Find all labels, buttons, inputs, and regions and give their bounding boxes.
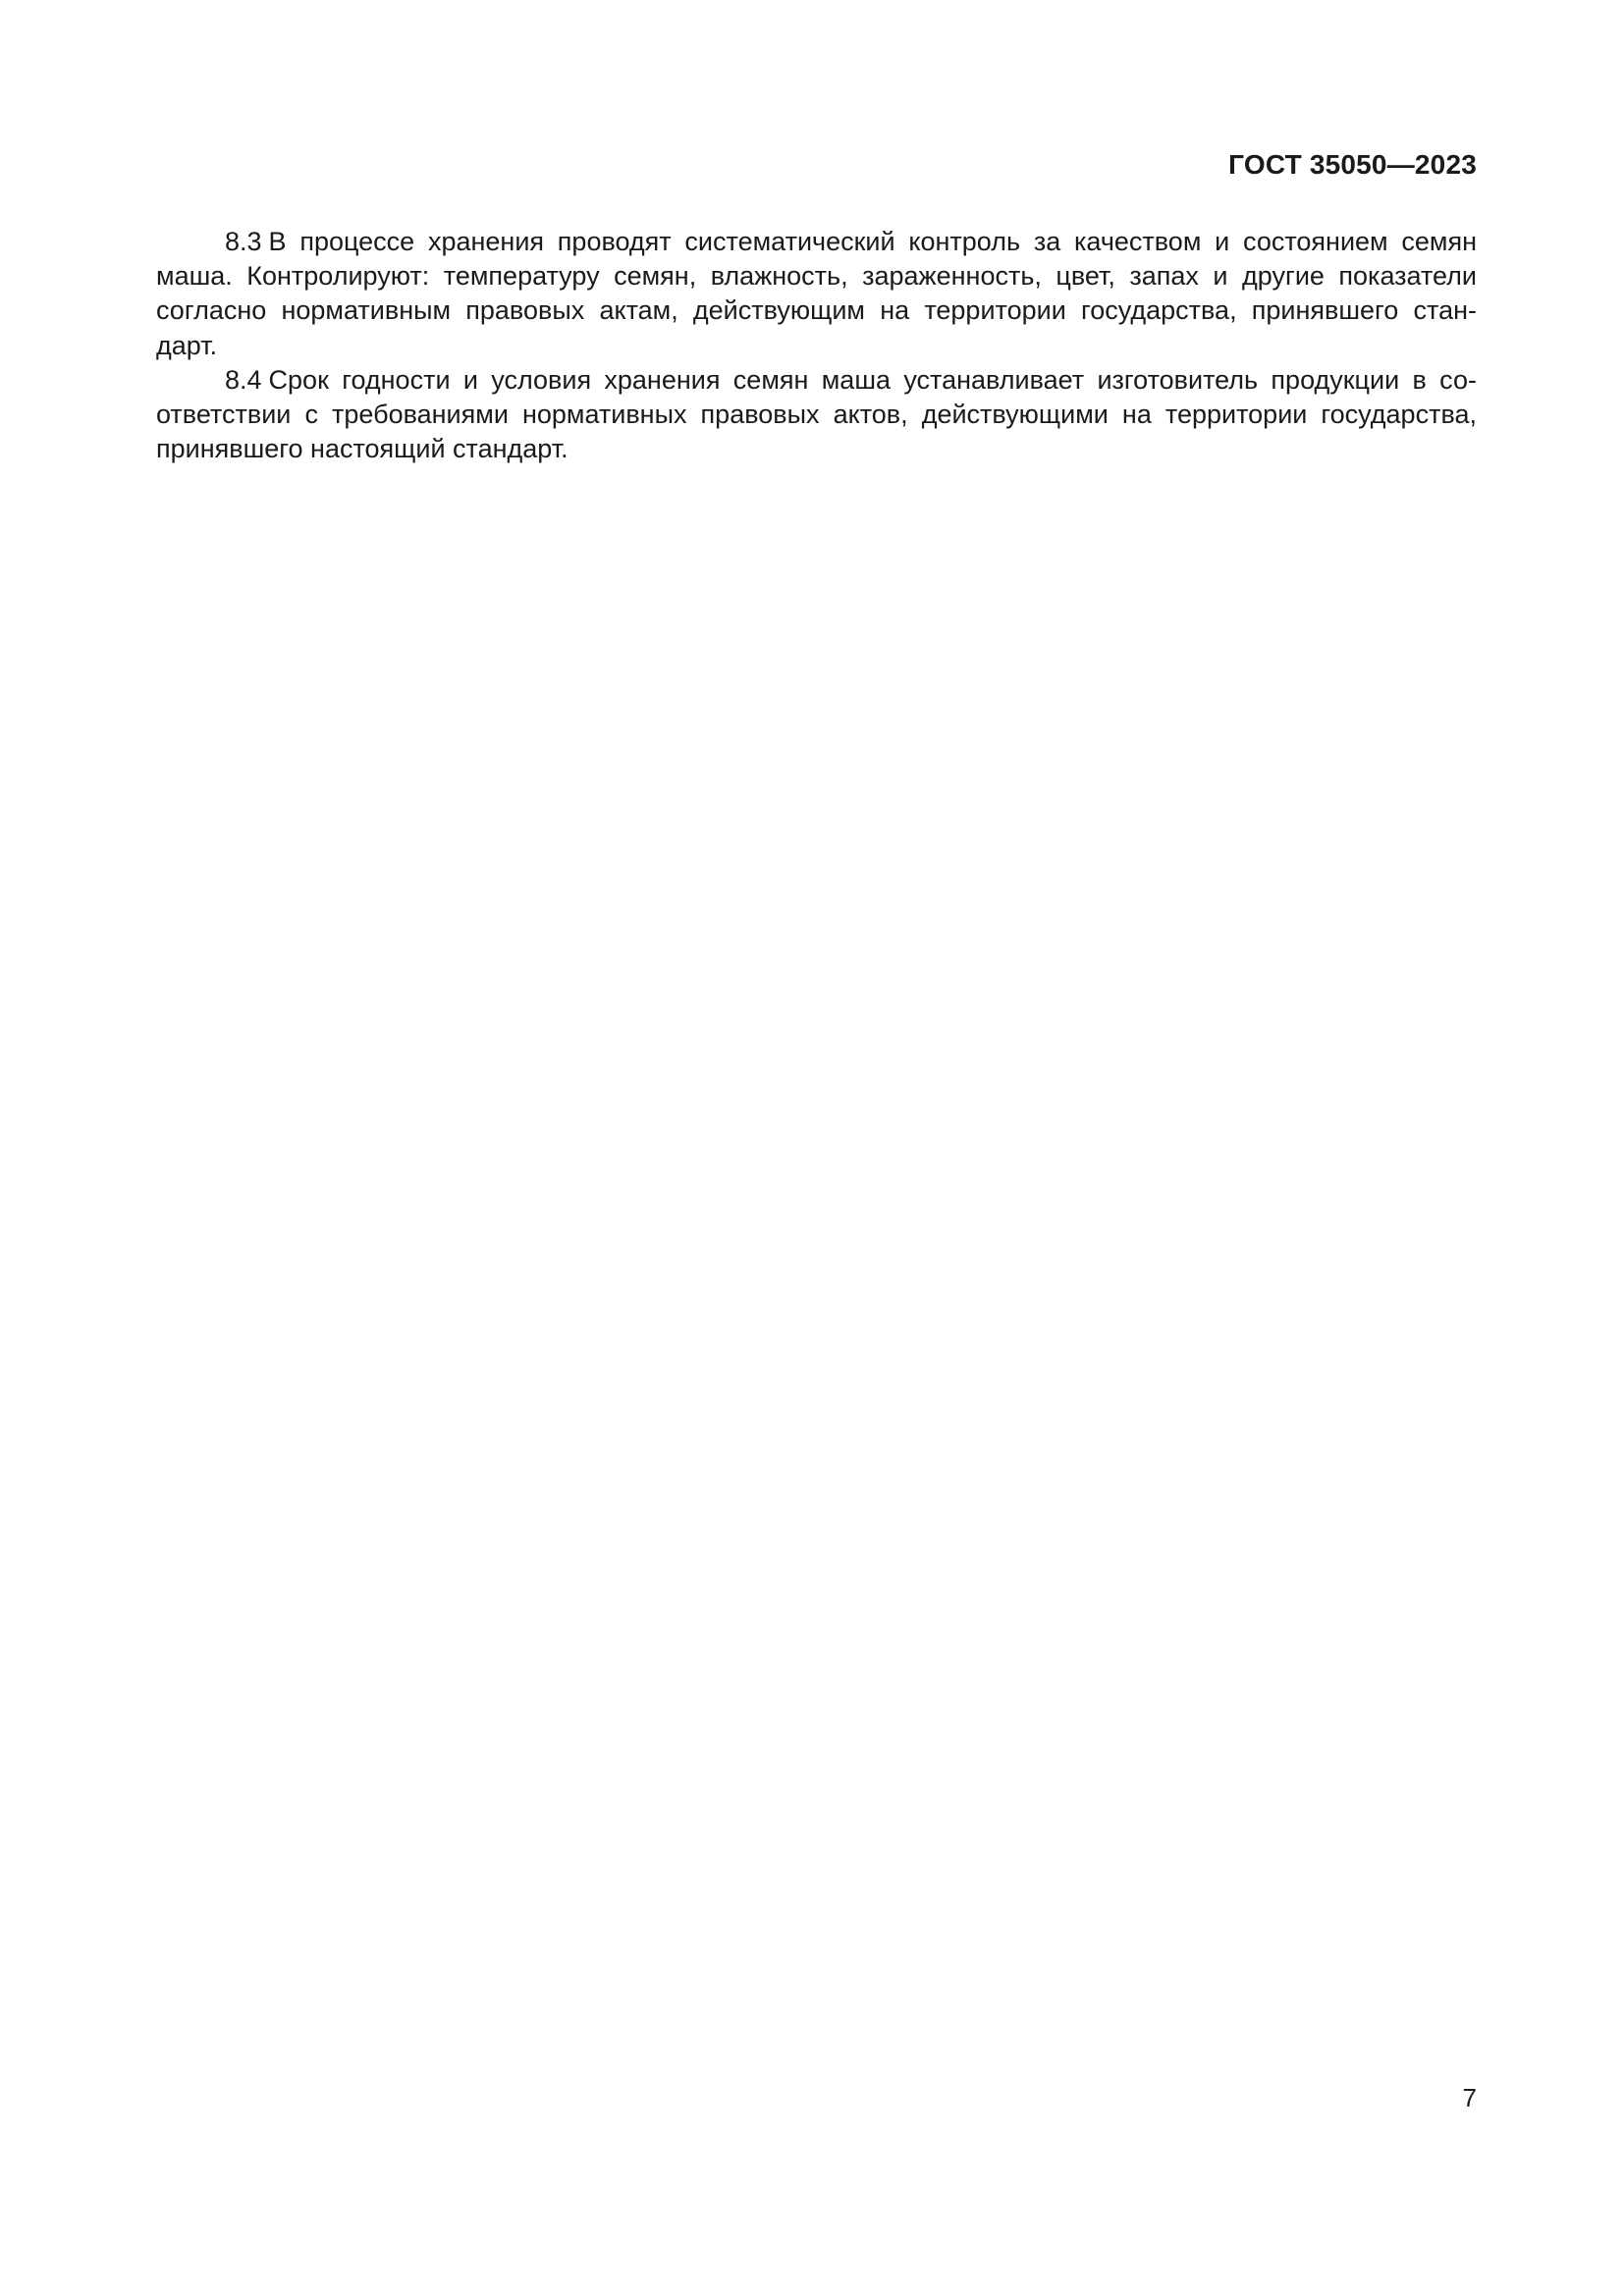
clause-number: 8.4 [225,364,262,395]
document-body [156,225,1477,466]
clause-text: Срок годности и условия хранения семян маша устанавливает изготовитель продукции в со- ответствии с требованиями нормативных правовых актов, действующими на территории государства, принявшего настоящий стандарт. [156,364,1477,464]
page-number: 7 [1462,2083,1477,2112]
clause-8-3 [156,225,1477,363]
clause-number: 8.3 [225,227,262,256]
document-code-header: ГОСТ 35050—2023 [1228,149,1477,180]
clause-8-4 [156,363,1477,467]
clause-text: В процессе хранения проводят систематический контроль за качеством и состоянием семян маша. Контролируют: температуру семян, влажность, зараженность, цвет, запах и другие показатели согласно нормативным правовых актам, действующим на территории государства, принявшего стан- дарт. [156,227,1477,360]
